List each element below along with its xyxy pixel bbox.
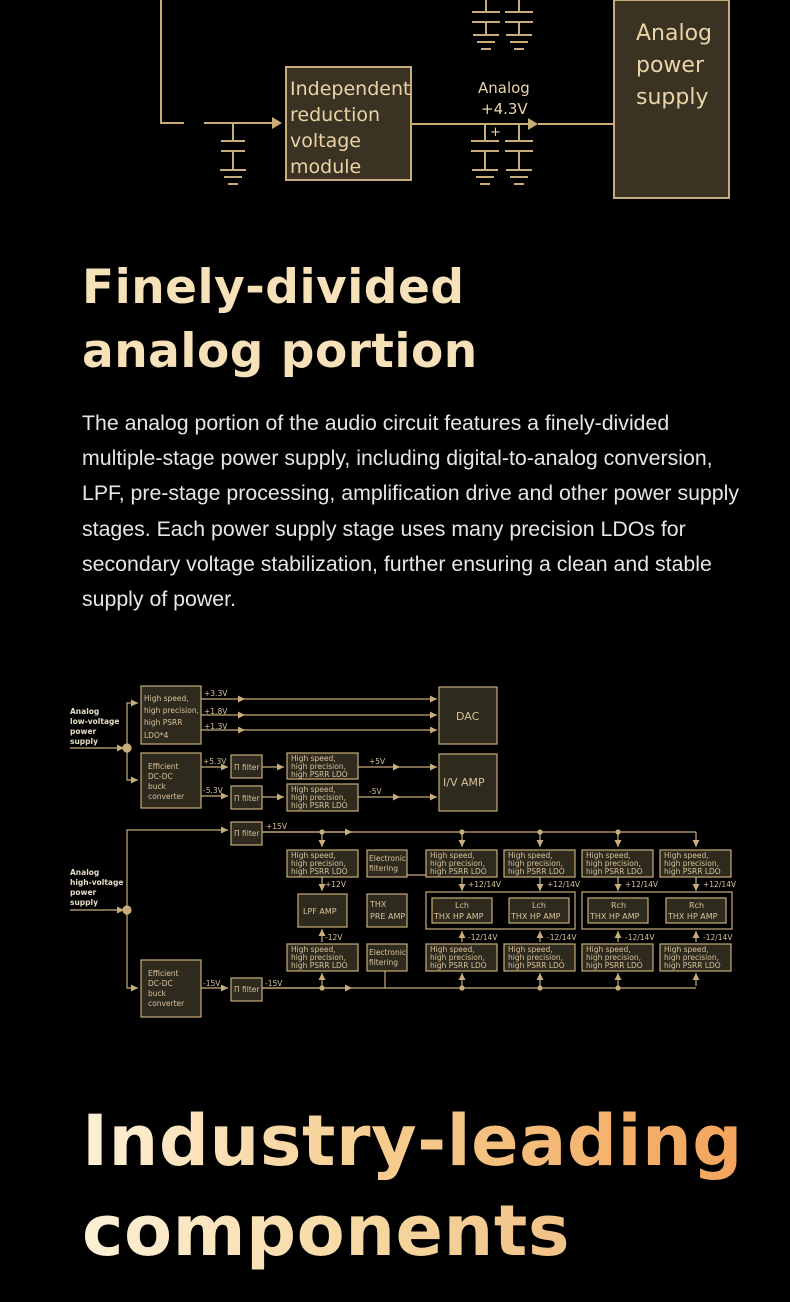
svg-text:Electronic: Electronic [369, 948, 406, 957]
svg-text:high PSRR LDO: high PSRR LDO [430, 961, 487, 970]
svg-text:high PSRR LDO: high PSRR LDO [291, 770, 348, 779]
svg-text:Lch: Lch [455, 901, 469, 910]
svg-text:buck: buck [148, 989, 166, 998]
svg-text:high PSRR LDO: high PSRR LDO [508, 867, 565, 876]
svg-text:high precision,: high precision, [664, 953, 719, 962]
svg-text:buck: buck [148, 782, 166, 791]
svg-text:supply: supply [70, 898, 99, 907]
svg-text:reduction: reduction [290, 104, 381, 126]
section-body-text: The analog portion of the audio circuit features a finely-divided multiple-stage power supply, including digital-to-analog conversion, LPF, pre-stage processing, amplification drive and other power supply stages. Each power supply stage uses many precision LDOs for secondary voltage stabilization, further ensuring a clean and stable supply of power. [82, 411, 740, 612]
lpf-amp: LPF AMP [303, 907, 337, 916]
top-power-diagram [0, 0, 790, 210]
v1214n-label-1: -12/14V [468, 933, 498, 942]
v1214n-label-4: -12/14V [703, 933, 733, 942]
svg-text:high PSRR: high PSRR [144, 718, 183, 727]
svg-text:High speed,: High speed, [586, 945, 631, 954]
svg-text:high PSRR LDO: high PSRR LDO [664, 867, 721, 876]
components-heading-line1: Industry-leading [82, 1096, 743, 1186]
high-voltage-input-label [70, 868, 123, 907]
svg-text:High speed,: High speed, [430, 945, 475, 954]
svg-text:High speed,: High speed, [291, 851, 336, 860]
svg-text:supply: supply [636, 85, 709, 110]
svg-text:power: power [70, 727, 97, 736]
svg-text:high precision,: high precision, [430, 953, 485, 962]
svg-text:high precision,: high precision, [291, 762, 346, 771]
v53n-label: -5.3V [203, 786, 223, 795]
v12n-label: -12V [325, 933, 343, 942]
svg-text:supply: supply [70, 737, 99, 746]
svg-text:Electronic: Electronic [369, 854, 406, 863]
v1214p-label-3: +12/14V [625, 880, 659, 889]
svg-text:DC-DC: DC-DC [148, 772, 173, 781]
analog-supply-label [636, 21, 712, 110]
svg-text:High speed,: High speed, [291, 754, 336, 763]
components-heading-line2: components [82, 1186, 570, 1276]
svg-text:Analog: Analog [70, 707, 100, 716]
svg-text:high precision,: high precision, [291, 859, 346, 868]
section-heading-line2: analog portion [82, 324, 478, 379]
svg-text:high-voltage: high-voltage [70, 878, 124, 887]
svg-text:High speed,: High speed, [508, 945, 553, 954]
svg-text:Efficient: Efficient [148, 762, 179, 771]
svg-text:high precision,: high precision, [508, 953, 563, 962]
dac-label: DAC [456, 710, 480, 723]
svg-text:high PSRR LDO: high PSRR LDO [508, 961, 565, 970]
svg-text:High speed,: High speed, [508, 851, 553, 860]
svg-text:THX HP AMP: THX HP AMP [668, 912, 718, 921]
svg-text:High speed,: High speed, [291, 945, 336, 954]
svg-text:converter: converter [148, 999, 185, 1008]
v15p-label: +15V [266, 822, 287, 831]
v5p-label: +5V [369, 757, 386, 766]
svg-text:THX: THX [370, 900, 387, 909]
svg-text:converter: converter [148, 792, 185, 801]
svg-text:Efficient: Efficient [148, 969, 179, 978]
svg-text:high PSRR LDO: high PSRR LDO [291, 961, 348, 970]
iv-amp-label: I/V AMP [443, 776, 485, 789]
v13-label: +1.3V [204, 722, 228, 731]
pi-filter-2: Π filter [234, 794, 260, 803]
pi-filter-1: Π filter [234, 763, 260, 772]
svg-text:Lch: Lch [532, 901, 546, 910]
pi-filter-4: Π filter [234, 985, 260, 994]
svg-text:Analog: Analog [70, 868, 100, 877]
analog-label: Analog [478, 79, 530, 97]
svg-text:Rch: Rch [611, 901, 627, 910]
svg-text:High speed,: High speed, [430, 851, 475, 860]
svg-text:voltage: voltage [290, 130, 361, 152]
svg-text:High speed,: High speed, [664, 851, 709, 860]
svg-text:low-voltage: low-voltage [70, 717, 120, 726]
svg-text:THX HP AMP: THX HP AMP [511, 912, 561, 921]
v1214p-label-2: +12/14V [547, 880, 581, 889]
svg-text:THX HP AMP: THX HP AMP [590, 912, 640, 921]
svg-text:high precision,: high precision, [508, 859, 563, 868]
svg-text:high PSRR LDO: high PSRR LDO [291, 801, 348, 810]
svg-text:high PSRR LDO: high PSRR LDO [291, 867, 348, 876]
v1214n-label-3: -12/14V [625, 933, 655, 942]
v15n-label-1: -15V [203, 979, 221, 988]
svg-text:Independent: Independent [290, 78, 411, 100]
svg-text:high PSRR LDO: high PSRR LDO [430, 867, 487, 876]
svg-text:Rch: Rch [689, 901, 705, 910]
v18-label: +1.8V [204, 707, 228, 716]
svg-text:high PSRR LDO: high PSRR LDO [664, 961, 721, 970]
svg-text:High speed,: High speed, [291, 785, 336, 794]
svg-text:High speed,: High speed, [664, 945, 709, 954]
v1214p-label-1: +12/14V [468, 880, 502, 889]
svg-text:high precision,: high precision, [291, 793, 346, 802]
svg-text:high PSRR LDO: high PSRR LDO [586, 867, 643, 876]
v15n-label-2: -15V [265, 979, 283, 988]
section-heading-line1: Finely-divided [82, 260, 465, 315]
v33-label: +3.3V [204, 689, 228, 698]
svg-text:filtering: filtering [369, 864, 399, 873]
svg-text:module: module [290, 156, 362, 178]
svg-text:PRE AMP: PRE AMP [370, 912, 406, 921]
v53p-label: +5.3V [203, 757, 227, 766]
svg-text:high precision,: high precision, [586, 953, 641, 962]
svg-text:high PSRR LDO: high PSRR LDO [586, 961, 643, 970]
svg-text:high precision,: high precision, [586, 859, 641, 868]
svg-text:power: power [70, 888, 97, 897]
v1214p-label-4: +12/14V [703, 880, 737, 889]
pi-filter-3: Π filter [234, 829, 260, 838]
low-voltage-input-label [70, 707, 119, 746]
v12p-label: +12V [325, 880, 346, 889]
plus-sign: + [490, 125, 501, 140]
voltage-label: +4.3V [481, 100, 528, 118]
v1214n-label-2: -12/14V [547, 933, 577, 942]
svg-text:high precision,: high precision, [430, 859, 485, 868]
svg-text:filtering: filtering [369, 958, 399, 967]
v5n-label: -5V [369, 787, 382, 796]
svg-text:Analog: Analog [636, 21, 713, 46]
svg-text:high precision,: high precision, [144, 706, 199, 715]
svg-text:LDO*4: LDO*4 [144, 731, 169, 740]
svg-text:power: power [636, 53, 704, 78]
svg-text:high precision,: high precision, [664, 859, 719, 868]
svg-text:High speed,: High speed, [144, 694, 189, 703]
svg-text:High speed,: High speed, [586, 851, 631, 860]
power-block-diagram [0, 670, 790, 1030]
svg-text:high precision,: high precision, [291, 953, 346, 962]
svg-text:THX HP AMP: THX HP AMP [434, 912, 484, 921]
svg-text:DC-DC: DC-DC [148, 979, 173, 988]
